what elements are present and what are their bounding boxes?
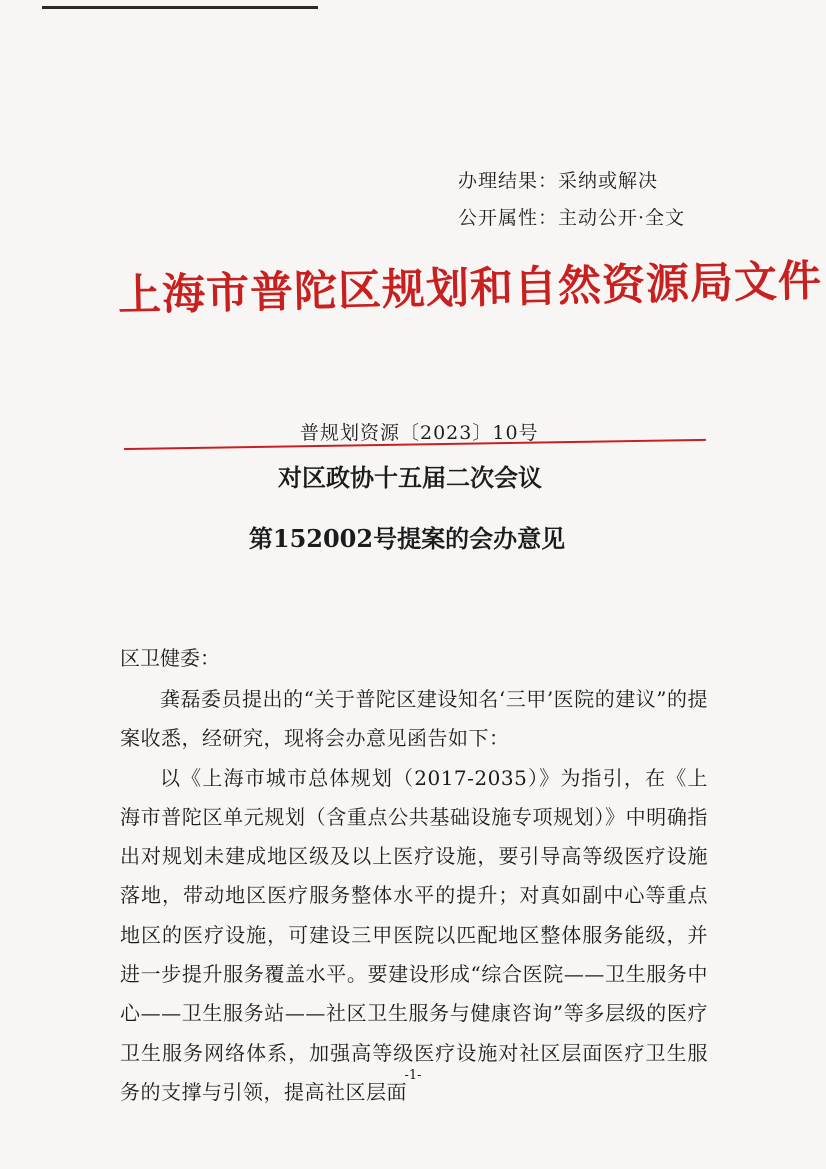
document-title-line1: 对区政协十五届二次会议	[278, 463, 542, 492]
body-text	[120, 680, 708, 1112]
issuer-title: 上海市普陀区规划和自然资源局文件	[117, 256, 823, 321]
handling-result: 办理结果：采纳或解决	[458, 170, 659, 192]
paragraph: 龚磊委员提出的“关于普陀区建设知名‘三甲’医院的建议”的提案收悉，经研究，现将会办意见函告如下：	[120, 687, 708, 751]
document-title-line2: 第152002号提案的会办意见	[248, 524, 566, 553]
document-number: 普规划资源〔2023〕10号	[300, 422, 539, 444]
top-rule	[42, 6, 318, 9]
paragraph: 以《上海市城市总体规划（2017-2035）》为指引，在《上海市普陀区单元规划（含重点公共基础设施专项规划）》中明确指出对规划未建成地区级及以上医疗设施，要引导高等级医疗设施落地，带动地区医疗服务整体水平的提升；对真如副中心等重点地区的医疗设施，可建设三甲医院以匹配地区整体服务能级，并进一步提升服务覆盖水平。要建设形成“综合医院——卫生服务中心——卫生服务站——社区卫生服务与健康咨询”等多层级的医疗卫生服务网络体系，加强高等级医疗设施对社区层面医疗卫生服务的支撑与引领，提高社区层面	[120, 765, 708, 1104]
page-number: -1-	[404, 1068, 422, 1083]
disclosure-attribute: 公开属性：主动公开·全文	[458, 207, 686, 229]
salutation: 区卫健委：	[120, 646, 220, 670]
